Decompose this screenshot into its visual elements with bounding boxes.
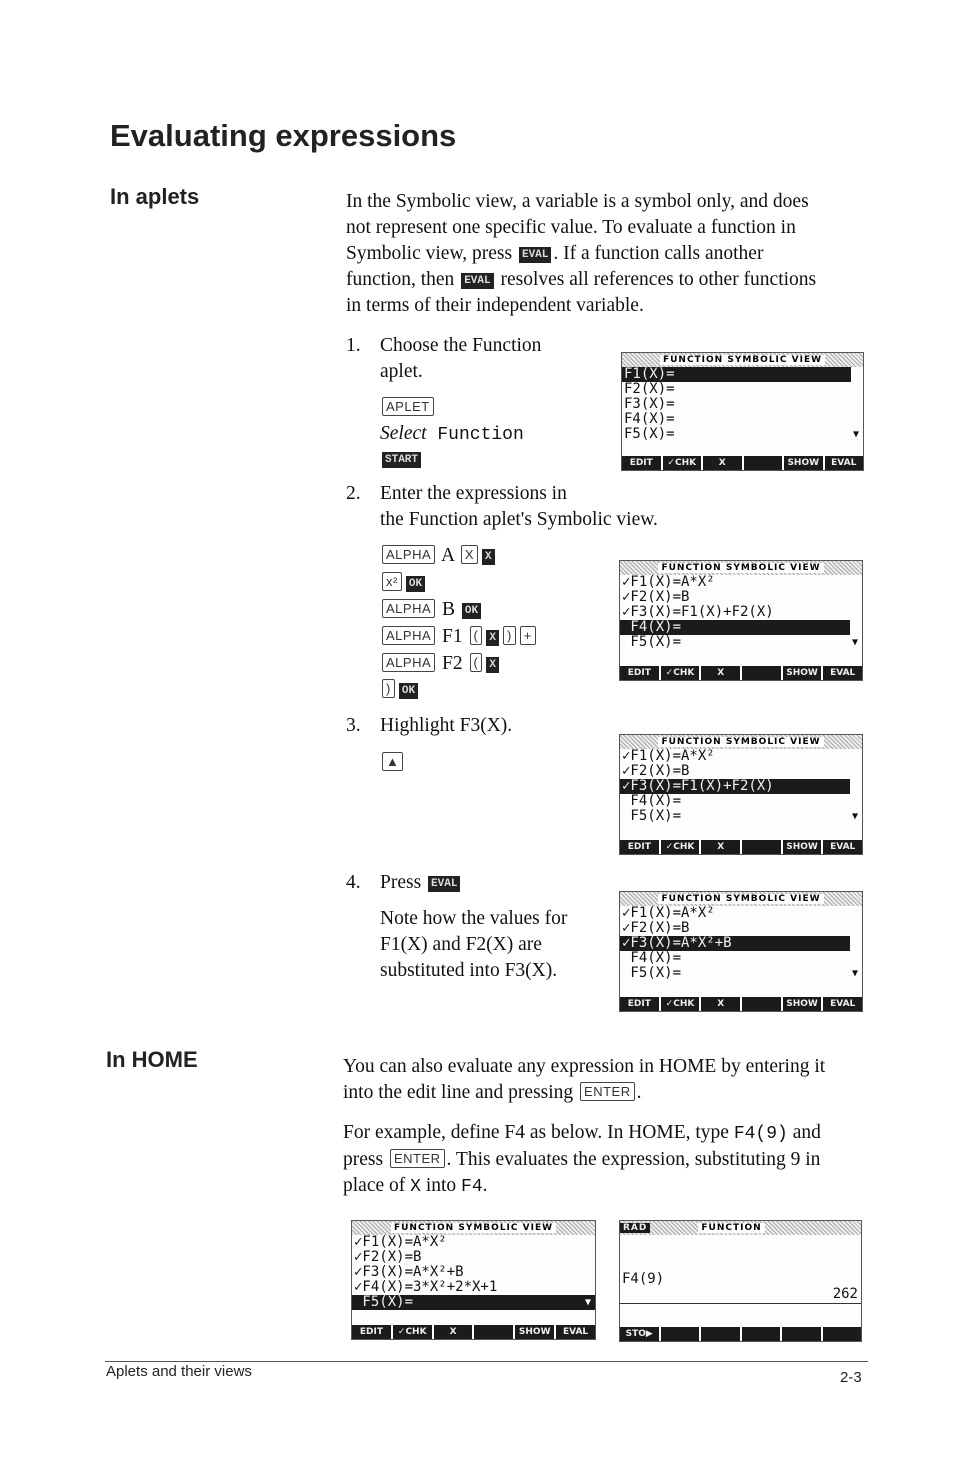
text-line: not represent one specific value. To evaluate a function in (346, 217, 796, 238)
screen-row-text: F5(X)= (354, 1294, 414, 1310)
screen-row-text: F5(X)= (622, 965, 682, 981)
text-span: Press (380, 872, 427, 893)
text-line: F1(X) and F2(X) are (380, 934, 542, 955)
menu-eval: EVAL (823, 997, 862, 1011)
enter-key: ENTER (390, 1149, 445, 1168)
text-line: Choose the Function (380, 335, 542, 356)
menu-chk: ✓CHK (661, 997, 700, 1011)
menu-blank (742, 997, 781, 1011)
alpha-key: ALPHA (382, 626, 435, 645)
alpha-key: ALPHA (382, 545, 435, 564)
text-span: . This evaluates the expression, substituting 9 in (446, 1149, 821, 1170)
calculator-screen-2 (619, 560, 863, 681)
screen-row-selected: F4(X)= (620, 620, 850, 635)
screen-row-selected: F1(X)= (622, 367, 851, 382)
menu-x: X (434, 1325, 473, 1339)
screen-row-selected: ✓F3(X)=A*X²+B (620, 936, 850, 951)
screen-row: ✓F1(X)=A*X² (354, 1234, 447, 1250)
text-line (346, 241, 876, 267)
screen-title (620, 1221, 861, 1235)
menu-show: SHOW (783, 997, 822, 1011)
text-span: Symbolic view, press (346, 243, 517, 264)
screen-title (620, 735, 862, 749)
screen-row: ✓F2(X)=B (622, 920, 690, 936)
calculator-screen-1 (621, 352, 864, 471)
screen-row: ✓F1(X)=A*X² (622, 905, 715, 921)
menu-chk: ✓CHK (393, 1325, 432, 1339)
step-4-number: 4. (346, 872, 361, 893)
lparen-key: ( (470, 653, 483, 672)
x-softkey: X (486, 657, 499, 673)
ok-softkey: OK (406, 576, 425, 592)
screen-title-text: FUNCTION SYMBOLIC VIEW (391, 1223, 556, 1233)
screen-row: F4(X)= (624, 411, 675, 427)
aplet-key: APLET (382, 397, 434, 416)
screen-row (620, 966, 862, 981)
menu-eval: EVAL (825, 456, 864, 470)
menu-show: SHOW (784, 456, 823, 470)
x-squared-key: x² (382, 572, 402, 591)
menu-chk: ✓CHK (663, 456, 702, 470)
screen-row (620, 809, 862, 824)
screen-row: ✓F1(X)=A*X² (622, 574, 715, 590)
menu-eval: EVAL (823, 840, 862, 854)
text-line: in terms of their independent variable. (346, 295, 644, 316)
text-span: . If a function calls another (553, 243, 764, 264)
screen-row-text: F5(X)= (624, 426, 675, 442)
screen-row-text: F5(X)= (622, 808, 682, 824)
menu-blank (661, 1327, 700, 1341)
text-line (343, 1147, 873, 1173)
scroll-down-arrow-icon: ▼ (851, 637, 858, 648)
rparen-key: ) (382, 679, 395, 698)
menu-blank (701, 1327, 740, 1341)
x-key: X (461, 545, 478, 564)
text-span: function, then (346, 269, 460, 290)
screen-row: ✓F2(X)=B (622, 589, 690, 605)
menu-edit: EDIT (620, 840, 659, 854)
text-line: Enter the expressions in (380, 483, 567, 504)
code-x: X (410, 1177, 421, 1197)
footer-rule (105, 1361, 868, 1362)
menu-blank (742, 840, 781, 854)
menu-sto: STO▶ (620, 1327, 659, 1341)
menu-x: X (703, 456, 742, 470)
enter-key: ENTER (580, 1082, 635, 1101)
screen-menu (620, 840, 862, 854)
home-entry: F4(9) (622, 1271, 665, 1287)
menu-blank (474, 1325, 513, 1339)
keyseq-line-2 (380, 570, 427, 596)
screen-title-text: FUNCTION SYMBOLIC VIEW (658, 737, 823, 747)
screen-menu (620, 1327, 861, 1341)
screen-title-text: FUNCTION SYMBOLIC VIEW (660, 355, 825, 365)
screen-row: ✓F1(X)=A*X² (622, 748, 715, 764)
edit-line-divider (620, 1303, 861, 1304)
menu-show: SHOW (783, 840, 822, 854)
text-span: press (343, 1149, 388, 1170)
rparen-key: ) (503, 626, 516, 645)
text-line: In the Symbolic view, a variable is a symbol only, and does (346, 191, 809, 212)
x-softkey: X (482, 549, 495, 565)
text-span: into (420, 1175, 462, 1196)
page-title: Evaluating expressions (110, 118, 457, 153)
text-line (346, 267, 876, 293)
eval-softkey: EVAL (461, 273, 493, 289)
screen-row: ✓F4(X)=3*X²+2*X+1 (354, 1279, 498, 1295)
step-1-text (380, 333, 541, 385)
step-1-keys (380, 395, 436, 421)
text-line: You can also evaluate any expression in HOME by entering it (343, 1056, 826, 1077)
start-softkey: START (382, 452, 421, 468)
home-paragraph-2 (343, 1120, 873, 1200)
calculator-screen-3 (619, 734, 863, 855)
text-line: substituted into F3(X). (380, 960, 558, 981)
letter-a: A (437, 545, 459, 566)
footer-chapter: Aplets and their views (106, 1363, 252, 1380)
step-2-text (380, 481, 658, 533)
menu-blank (744, 456, 783, 470)
letter-b: B (437, 599, 460, 620)
screen-row: F3(X)= (624, 396, 675, 412)
alpha-key: ALPHA (382, 653, 435, 672)
step-3-text: Highlight F3(X). (380, 715, 513, 736)
select-label: Select (380, 423, 427, 444)
step-4-note (380, 906, 567, 984)
step-1-start (380, 446, 423, 472)
text-span: into the edit line and pressing (343, 1082, 579, 1103)
text-span: resolves all references to other functions (495, 269, 817, 290)
home-paragraph-1 (343, 1054, 873, 1106)
section-heading-aplets: In aplets (110, 184, 200, 209)
screen-title (620, 892, 862, 906)
menu-show: SHOW (515, 1325, 554, 1339)
screen-menu (620, 997, 862, 1011)
menu-chk: ✓CHK (661, 666, 700, 680)
step-3-keys (380, 750, 405, 776)
text-line: the Function aplet's Symbolic view. (380, 509, 658, 530)
lparen-key: ( (470, 626, 483, 645)
screen-row: F4(X)= (622, 793, 682, 809)
aplets-intro (346, 189, 876, 319)
screen-title (352, 1221, 595, 1235)
screen-row-selected (352, 1295, 595, 1310)
screen-row: ✓F2(X)=B (622, 763, 690, 779)
eval-softkey: EVAL (519, 247, 551, 263)
up-arrow-key: ▲ (382, 752, 403, 771)
screen-row-text: F5(X)= (622, 634, 682, 650)
step-3-number: 3. (346, 715, 361, 736)
menu-x: X (701, 997, 740, 1011)
screen-menu (352, 1325, 595, 1339)
scroll-down-arrow-icon: ▼ (584, 1297, 591, 1308)
scroll-down-arrow-icon: ▼ (851, 968, 858, 979)
eval-softkey: EVAL (428, 876, 460, 892)
menu-edit: EDIT (622, 456, 661, 470)
screen-row: ✓F3(X)=A*X²+B (354, 1264, 464, 1280)
screen-row: ✓F2(X)=B (354, 1249, 422, 1265)
plus-key: + (520, 626, 536, 645)
home-result: 262 (832, 1286, 858, 1302)
calculator-screen-4 (619, 891, 863, 1012)
keyseq-line-6 (380, 677, 420, 703)
text-span: place of (343, 1175, 411, 1196)
keyseq-line-1 (380, 543, 497, 569)
step-1-select (380, 421, 524, 448)
screen-row: F4(X)= (622, 950, 682, 966)
keyseq-line-4 (380, 624, 538, 650)
menu-edit: EDIT (620, 666, 659, 680)
calculator-screen-home (619, 1220, 862, 1342)
text-line (343, 1080, 873, 1106)
screen-title-text: FUNCTION SYMBOLIC VIEW (658, 563, 823, 573)
code-f4: F4 (461, 1177, 483, 1197)
menu-blank (823, 1327, 862, 1341)
letter-f2: F2 (437, 653, 468, 674)
menu-blank (782, 1327, 821, 1341)
menu-x: X (701, 666, 740, 680)
function-name: Function (426, 425, 524, 445)
menu-edit: EDIT (352, 1325, 391, 1339)
screen-row: ✓F3(X)=F1(X)+F2(X) (622, 604, 774, 620)
alpha-key: ALPHA (382, 599, 435, 618)
letter-f1: F1 (437, 626, 468, 647)
text-line: Note how the values for (380, 908, 568, 929)
text-line (343, 1173, 873, 1200)
text-span: . (636, 1082, 642, 1103)
screen-row (622, 427, 863, 442)
ok-softkey: OK (462, 603, 481, 619)
menu-x: X (701, 840, 740, 854)
screen-row: F2(X)= (624, 381, 675, 397)
scroll-down-arrow-icon: ▼ (852, 429, 859, 440)
footer-page-number: 2-3 (840, 1369, 862, 1386)
calculator-screen-5 (351, 1220, 596, 1340)
screen-title-text: FUNCTION SYMBOLIC VIEW (658, 894, 823, 904)
screen-row-selected: ✓F3(X)=F1(X)+F2(X) (620, 779, 850, 794)
step-4-text (380, 870, 462, 896)
screen-menu (620, 666, 862, 680)
screen-title (622, 353, 863, 367)
ok-softkey: OK (399, 683, 418, 699)
keyseq-line-3 (380, 597, 483, 623)
rad-badge: RAD (620, 1223, 650, 1233)
menu-chk: ✓CHK (661, 840, 700, 854)
screen-title-text: FUNCTION (698, 1223, 764, 1233)
menu-blank (742, 1327, 781, 1341)
text-line: aplet. (380, 361, 423, 382)
x-softkey: X (486, 630, 499, 646)
scroll-down-arrow-icon: ▼ (851, 811, 858, 822)
step-1-number: 1. (346, 335, 361, 356)
menu-eval: EVAL (556, 1325, 595, 1339)
step-2-number: 2. (346, 483, 361, 504)
section-heading-home: In HOME (106, 1047, 198, 1072)
text-line (343, 1120, 873, 1147)
menu-blank (742, 666, 781, 680)
text-span: For example, define F4 as below. In HOME, type (343, 1122, 734, 1143)
text-span: . (482, 1175, 488, 1196)
code-f4-9: F4(9) (733, 1124, 788, 1144)
menu-eval: EVAL (823, 666, 862, 680)
screen-menu (622, 456, 863, 470)
menu-edit: EDIT (620, 997, 659, 1011)
text-span: and (787, 1122, 821, 1143)
menu-show: SHOW (783, 666, 822, 680)
screen-row (620, 635, 862, 650)
keyseq-line-5 (380, 651, 501, 677)
screen-title (620, 561, 862, 575)
